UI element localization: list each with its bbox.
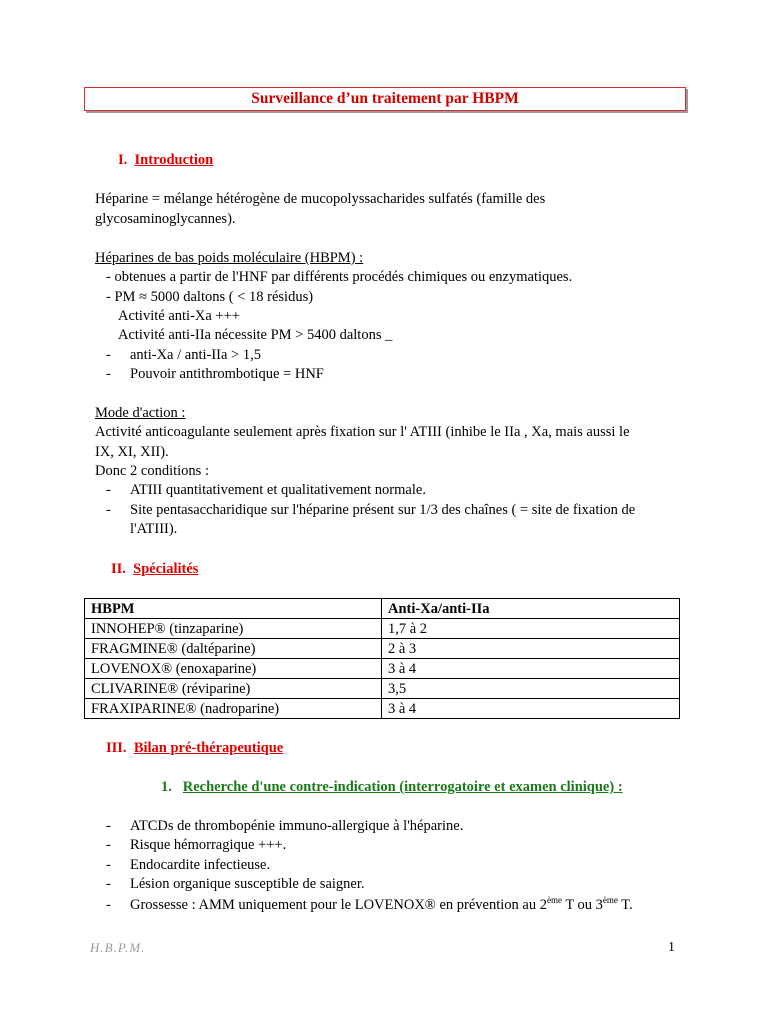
table-header: HBPM bbox=[85, 599, 382, 619]
table-row bbox=[85, 659, 680, 679]
footer-label: H.B.P.M. bbox=[90, 940, 146, 955]
paragraph-line: IX, XI, XII). bbox=[95, 444, 169, 460]
list-item: Activité anti-Xa +++ bbox=[118, 308, 240, 324]
list-item: Endocardite infectieuse. bbox=[130, 857, 271, 873]
list-item: ATIII quantitativement et qualitativement normale. bbox=[130, 482, 426, 498]
table-row bbox=[85, 619, 680, 639]
table-cell: FRAGMINE® (daltéparine) bbox=[85, 639, 382, 659]
paragraph-line: glycosaminoglycannes). bbox=[95, 211, 236, 227]
section-heading-bilan bbox=[106, 740, 283, 757]
page-title: Surveillance d’un traitement par HBPM bbox=[84, 87, 686, 111]
grossesse-text: Grossesse : AMM uniquement pour le LOVENOX® en prévention au 2 bbox=[130, 897, 547, 913]
page-number: 1 bbox=[668, 940, 675, 955]
list-item: Activité anti-IIa nécessite PM > 5400 daltons _ bbox=[118, 327, 393, 343]
subsection-number: 1. bbox=[161, 779, 172, 795]
list-item-grossesse bbox=[130, 897, 633, 914]
list-dash: - bbox=[106, 857, 111, 873]
subheading-mode-action: Mode d'action : bbox=[95, 405, 186, 421]
list-dash: - bbox=[106, 818, 111, 834]
section-label: Bilan pré-thérapeutique bbox=[133, 740, 284, 756]
table-row bbox=[85, 699, 680, 719]
table-cell: 3,5 bbox=[382, 679, 680, 699]
table-header-row bbox=[85, 599, 680, 619]
list-dash: - bbox=[106, 897, 111, 913]
superscript: ème bbox=[602, 895, 618, 905]
list-item: Site pentasaccharidique sur l'héparine présent sur 1/3 des chaînes ( = site de fixation de bbox=[130, 502, 636, 518]
list-dash: - bbox=[106, 876, 111, 892]
list-item: Risque hémorragique +++. bbox=[130, 837, 287, 853]
table-row bbox=[85, 639, 680, 659]
subsection-label: Recherche d'une contre-indication (interrogatoire et examen clinique) : bbox=[182, 779, 623, 795]
specialites-table bbox=[84, 598, 680, 719]
list-item: l'ATIII). bbox=[130, 521, 178, 537]
section-number: I. bbox=[118, 152, 128, 168]
table-cell: 2 à 3 bbox=[382, 639, 680, 659]
paragraph-line: Donc 2 conditions : bbox=[95, 463, 209, 479]
table-header: Anti-Xa/anti-IIa bbox=[382, 599, 680, 619]
list-dash: - bbox=[106, 366, 111, 382]
list-item: Pouvoir antithrombotique = HNF bbox=[130, 366, 324, 382]
superscript: ème bbox=[546, 895, 562, 905]
subheading-hbpm: Héparines de bas poids moléculaire (HBPM) : bbox=[95, 250, 364, 266]
section-label: Spécialités bbox=[133, 561, 199, 577]
paragraph-line: Activité anticoagulante seulement après fixation sur l' ATIII (inhibe le IIa , Xa, mais aussi le bbox=[95, 424, 630, 440]
section-number: II. bbox=[111, 561, 126, 577]
table-row bbox=[85, 679, 680, 699]
grossesse-text: T ou 3 bbox=[561, 897, 603, 913]
table-cell: 3 à 4 bbox=[382, 699, 680, 719]
table-cell: 3 à 4 bbox=[382, 659, 680, 679]
table-cell: INNOHEP® (tinzaparine) bbox=[85, 619, 382, 639]
subsection-heading-contre-indication bbox=[161, 779, 623, 796]
table-cell: 1,7 à 2 bbox=[382, 619, 680, 639]
list-item: - obtenues a partir de l'HNF par différents procédés chimiques ou enzymatiques. bbox=[106, 269, 573, 285]
list-item: - PM ≈ 5000 daltons ( < 18 résidus) bbox=[106, 289, 314, 305]
grossesse-text: T. bbox=[617, 897, 633, 913]
list-item: anti-Xa / anti-IIa > 1,5 bbox=[130, 347, 261, 363]
list-dash: - bbox=[106, 837, 111, 853]
table-cell: LOVENOX® (enoxaparine) bbox=[85, 659, 382, 679]
list-dash: - bbox=[106, 502, 111, 518]
paragraph-line: Héparine = mélange hétérogène de mucopolyssacharides sulfatés (famille des bbox=[95, 191, 546, 207]
list-item: Lésion organique susceptible de saigner. bbox=[130, 876, 365, 892]
section-number: III. bbox=[106, 740, 127, 756]
section-heading-specialites bbox=[111, 561, 198, 578]
section-label: Introduction bbox=[134, 152, 214, 168]
list-item: ATCDs de thrombopénie immuno-allergique à l'héparine. bbox=[130, 818, 464, 834]
table-cell: CLIVARINE® (réviparine) bbox=[85, 679, 382, 699]
list-dash: - bbox=[106, 482, 111, 498]
section-heading-introduction bbox=[118, 152, 213, 169]
table-cell: FRAXIPARINE® (nadroparine) bbox=[85, 699, 382, 719]
list-dash: - bbox=[106, 347, 111, 363]
